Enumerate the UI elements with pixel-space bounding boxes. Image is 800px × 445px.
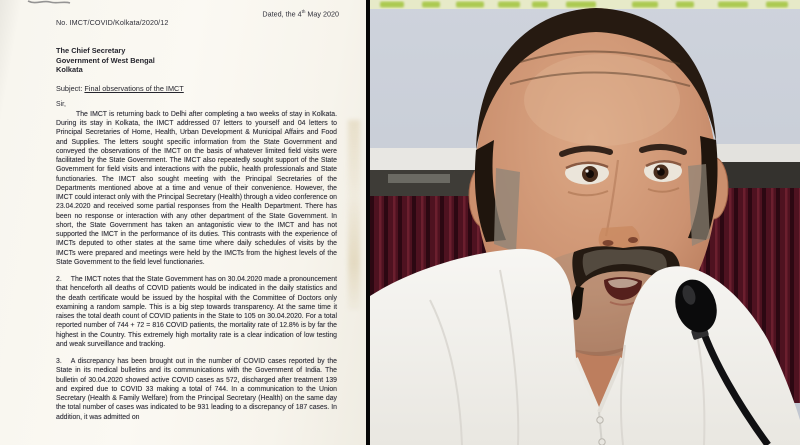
- imct-letter-scan: [0, 0, 366, 445]
- paragraph-3-number: 3.: [56, 358, 62, 366]
- letter-paragraph-2: [56, 275, 337, 349]
- shirt-button: [599, 439, 605, 445]
- paragraph-2-text: The IMCT notes that the State Government has on 30.04.2020 made a pronouncement that henceforth all deaths of COVID patients would be indicated in the daily statistics and the death certificate would be issued by the hospital with the Committee of Doctors only examining a random sample. This is a big step towards transparency. At the same time it raises the total death count of COVID patients in the State to 105 on 30.04.2020. For a total reported number of 744 + 72 = 816 COVID patients, the mortality rate of 12.8% is by far the highest in the Country. This extremely high mortality rate is a clear indication of low testing and weak surveillance and tracking.: [56, 276, 337, 348]
- sideburn-left: [494, 168, 520, 252]
- press-photo: [370, 0, 800, 445]
- letter-date: [262, 9, 339, 18]
- addressee-line-2: Government of West Bengal: [56, 55, 155, 65]
- photo-panel: [366, 0, 800, 445]
- shirt-button: [597, 417, 603, 423]
- banner-strip: [370, 0, 800, 9]
- subject-label: Subject:: [56, 83, 83, 93]
- letter-ref-number: No. IMCT/COVID/Kolkata/2020/12: [56, 18, 169, 27]
- letter-date-ordinal: th: [301, 9, 306, 14]
- addressee-line-1: The Chief Secretary: [56, 46, 126, 55]
- paragraph-1-text: The IMCT is returning back to Delhi after completing a two weeks of stay in Kolkata. During its stay in Kolkata, the IMCT addressed 07 letters to yourself and 04 letters to Principal Secretaries of Home, Health, Urban Development & Municipal Affairs and Food and Supplies. The letters sought specific information from the State Government and conveyed the observations of the IMCT on the basis of whatever limited field visits were facilitated by the State Government. The IMCT also repeatedly sought support of the State Government for field visits and interactions with the public, health professionals and State functionaries. The IMCT also sought meeting with the Principal Secretaries of the Departments mentioned above at a time and venue of their convenience. However, the IMCT could interact only with the Principal Secretary (Health) through a video conference on 23.04.2020 and received some partial responses from the Health Department. There has been no response or interaction with any other department of the State Government. In short, the State Government has taken an antagonistic view to the IMCT and has not supported the IMCT in the performance of its duties. This contrasts with the experience of IMCTs deputed to other states at the same time where daily schedules of visits by the IMCTs were prepared and meetings were held by the IMCTs from the highest levels of the State Government to the field level functionaries.: [56, 110, 337, 266]
- addressee-block: [56, 46, 337, 75]
- letter-paragraph-1: [56, 110, 337, 267]
- letter-date-suffix: May 2020: [305, 9, 339, 19]
- paragraph-3-text: A discrepancy has been brought out in the number of COVID cases reported by the State in its medical bulletins and its communications with the Government of India. The bulletin of 30.04.2020 showed active COVID cases as 572, discharged after treatment 139 and expired due to COVID 33 making a total of 744. In a communication to the Union Secretary (Health & Family Welfare) from the Principal Secretary (Health) on the same day the total number of cases was indicated to be 931 leading to a discrepancy of 187 cases. In addition, it was admitted on: [56, 358, 337, 421]
- paper-stain: [348, 120, 360, 310]
- letter-header: [56, 6, 337, 33]
- letter-date-prefix: Dated, the 4: [262, 9, 302, 19]
- paragraph-2-number: 2.: [56, 276, 62, 284]
- addressee-line-3: Kolkata: [56, 65, 83, 75]
- letter-paragraph-3: [56, 357, 337, 422]
- salutation: Sir,: [56, 100, 66, 108]
- subject-text: Final observations of the IMCT: [84, 83, 184, 93]
- subject-line: [56, 84, 337, 93]
